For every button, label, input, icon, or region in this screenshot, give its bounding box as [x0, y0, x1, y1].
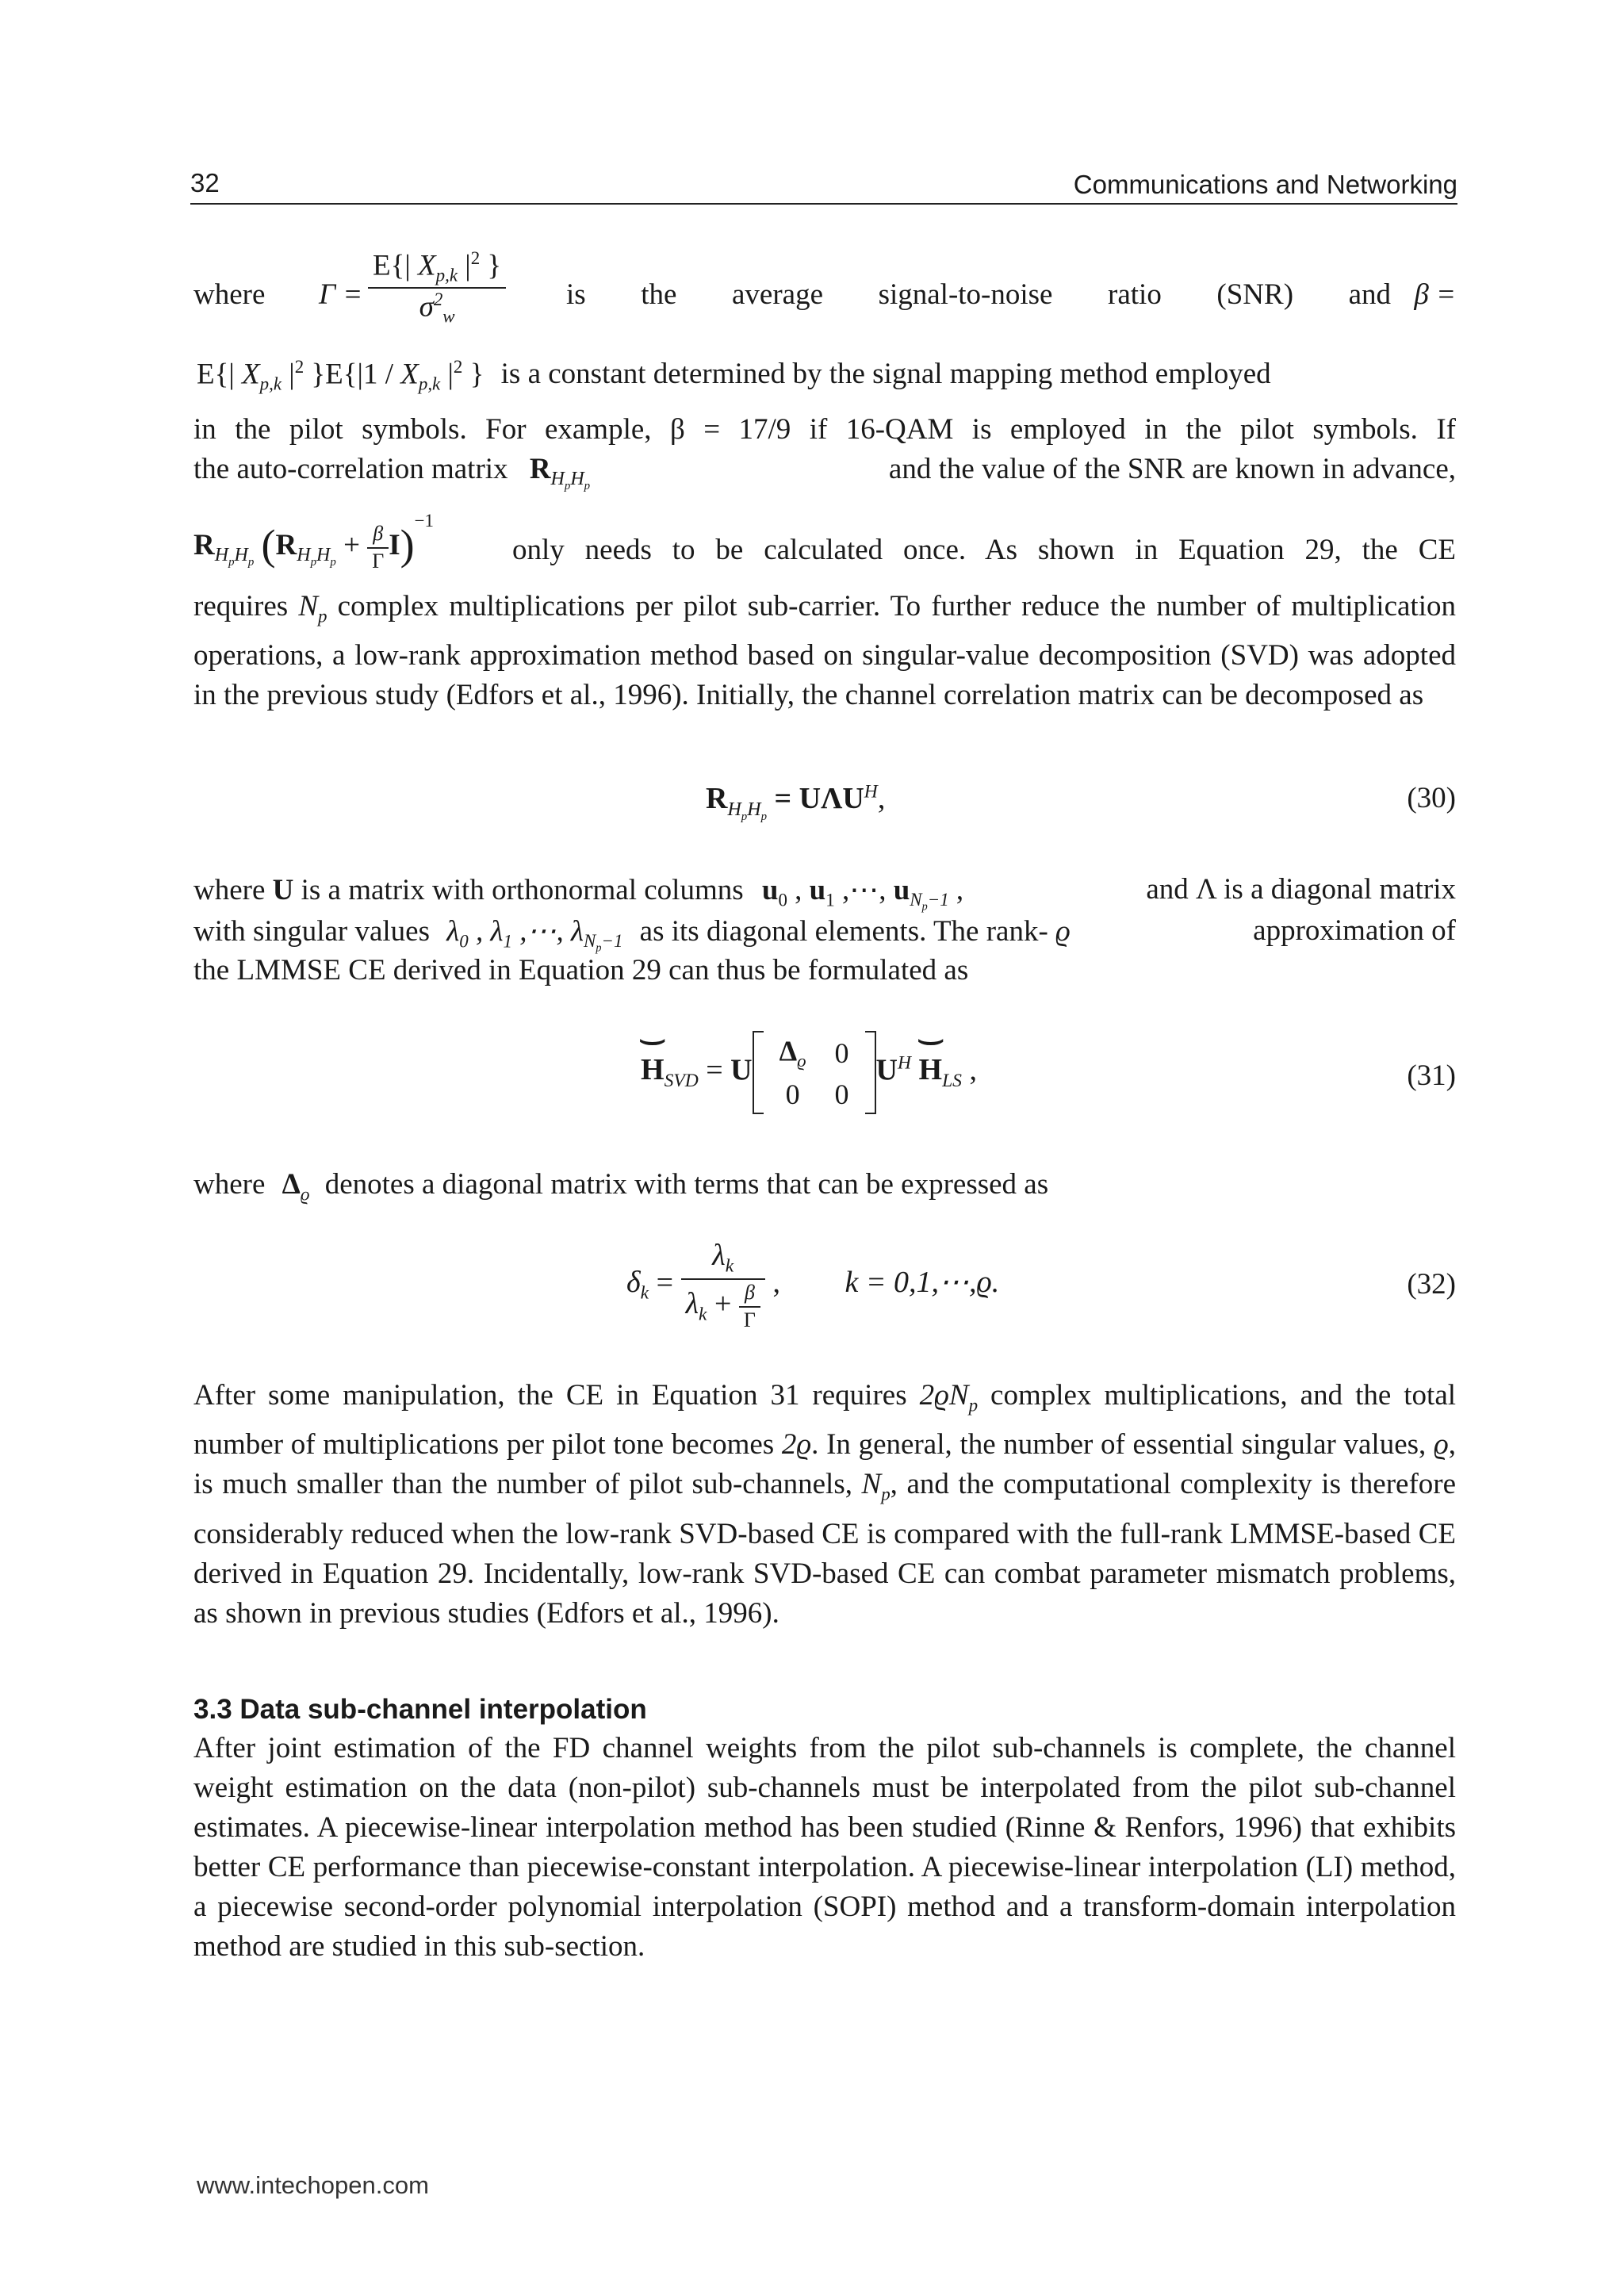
snr-fraction [368, 247, 506, 329]
inverse-formula: $R_{H_pH_p}$ ($R_{H_pH_p}$ + $\frac{\beta}{\Gamma}$ I)$^{-1}$ [193, 510, 435, 573]
para4: After some manipulation, the CE in Equation 31 requires $2ϱN_p$ complex multiplications, and the total number of multiplications per pilot tone becomes 2ϱ. In general, the number of essential singular values, ϱ, is much smaller than the number of pilot sub-channels, $N_p$, and the computational complexity is therefore considerably reduced when the low-rank SVD-based CE is compared with the full-rank LMMSE-based CE derived in Equation 29. Incidentally, low-rank SVD-based CE can combat parameter mismatch problems, as shown in previous studies (Edfors et al., 1996). [193, 1379, 1457, 1630]
beta-symbol: β = [1414, 278, 1456, 311]
snr-fraction-denominator: $\sigma^2_w$ [419, 289, 455, 328]
para2-line3: the LMMSE CE derived in Equation 29 can thus be formulated as [193, 954, 969, 987]
para3: where $\Delta_ϱ$ denotes a diagonal matrix with terms that can be expressed as [193, 1168, 1049, 1205]
page-number: 32 [190, 168, 220, 197]
para1-line3: in the pilot symbols. For example, β = 17/9 if 16-QAM is employed in the pilot symbols. If [193, 413, 1456, 446]
para2-e: as its diagonal elements. The rank- [639, 915, 1048, 948]
para1-rest-text: complex multiplications per pilot sub-carrier. To further reduce the number of multiplication operations, a low-rank approximation method based on singular-value decomposition (SVD) was adopted in the previous study (Edfors et al., 1996). Initially, the channel correlation matrix can be decomposed as [193, 590, 1456, 712]
para1-line5-text: only needs to be calculated once. As shown in Equation 29, the CE [512, 534, 1456, 566]
eq30-rhs: = UΛU [774, 782, 864, 815]
para3-a: where [193, 1168, 266, 1201]
footer-url: www.intechopen.com [197, 2171, 429, 2199]
para2-line2: with singular values $\lambda_0$ , $\lambda_1$ ,⋯, $\lambda_{N_p-1}$ as its diagonal elements. The rank- ϱ approximation of [193, 914, 1456, 955]
snr-fraction-numerator: E{| $X_{p,k}$ $|^2$ } [368, 247, 506, 289]
delta-matrix: $\Delta_ϱ$ 0 0 0 [753, 1031, 876, 1114]
section-heading: 3.3 Data sub-channel interpolation [193, 1694, 647, 1725]
para4-a: After some manipulation, the CE in Equation 31 requires [193, 1379, 907, 1412]
para2-b: is a matrix with orthonormal columns [301, 874, 744, 906]
eq30-tail: , [877, 782, 886, 815]
eq32-condition: k = 0,1,⋯,ϱ. [845, 1266, 1000, 1300]
page-header [190, 162, 1457, 205]
running-title: Communications and Networking [1073, 170, 1457, 199]
para1-line2-text: is a constant determined by the signal mapping method employed [500, 358, 1271, 391]
line4-text-b: and the value of the SNR are known in advance, [888, 453, 1456, 485]
equation-31-number: (31) [1407, 1059, 1456, 1092]
where-word: where [193, 278, 266, 311]
para4-b: complex multiplications, and the total number of multiplications per pilot tone becomes [193, 1379, 1457, 1462]
para2-line1: where U is a matrix with orthonormal columns $u_0$ , $u_1$ ,⋯, $u_{N_p-1}$ , and Λ is a diagonal matrix [193, 873, 1456, 914]
para2-d: with singular values [193, 915, 431, 948]
equation-31: ⌢ $H_{SVD} = U$ $\Delta_ϱ$ 0 0 0 $U^H$ ⌢ $H_{LS}$ , [641, 1031, 977, 1114]
para1-line4: the auto-correlation matrix $R_{H_pH_p}$ and the value of the SNR are known in advance, [193, 453, 1456, 493]
section-body: After joint estimation of the FD channel weights from the pilot sub-channels is complete, the channel weight estimation on the data (non-pilot) sub-channels must be interpolated from the pilot sub-channel estimates. A piecewise-linear interpolation method has been studied (Rinne & Renfors, 1996) that exhibits better CE performance than piecewise-constant interpolation. A piecewise-linear interpolation (LI) method, a piecewise second-order polynomial interpolation (SOPI) method and a transform-domain interpolation method are studied in this sub-section. [193, 1732, 1456, 1963]
equation-30: $R_{H_pH_p} = U\Lambda U^H$, [706, 781, 886, 823]
para1-line1 [193, 247, 1456, 335]
para1-line2: E{| $X_{p,k}$ $|^2$ }$E\{|1 / X_{p,k}$ $|^2$ } is a constant determined by the signal mapping method employed [197, 357, 1271, 394]
equation-32-number: (32) [1407, 1268, 1456, 1301]
para1-line5 [193, 508, 1456, 579]
para1-remainder: requires $N_p$ complex multiplications per pilot sub-carrier. To further reduce the number of multiplication operations, a low-rank approximation method based on singular-value decomposition (SVD) was adopted in the previous study (Edfors et al., 1996). Initially, the channel correlation matrix can be decomposed as [193, 590, 1456, 712]
equation-30-number: (30) [1407, 782, 1456, 814]
line4-text-a: the auto-correlation matrix [193, 453, 508, 485]
eq30-sup: H [864, 781, 878, 803]
para2-a: where [193, 874, 266, 906]
snr-text: is the average signal-to-noise ratio (SNR) and [566, 278, 1391, 311]
autocorr-R: R [529, 453, 551, 485]
requires-word: requires [193, 590, 289, 623]
para2-f: approximation of [1253, 914, 1456, 947]
para3-b: denotes a diagonal matrix with terms that can be expressed as [324, 1168, 1049, 1201]
equation-32: $\delta_k$ = $\lambda_k$ $\lambda_k$ + $\frac{\beta}{\Gamma}$ , k = 0,1,⋯,ϱ. [626, 1239, 1000, 1331]
para2-c: and Λ is a diagonal matrix [1146, 873, 1456, 906]
gamma-symbol: Γ = [319, 278, 363, 311]
para4-e: , and the computational complexity is therefore considerably reduced when the low-rank SVD-based CE is compared with the full-rank LMMSE-based CE derived in Equation 29. Incidentally, low-rank SVD-based CE can combat parameter mismatch problems, as shown in previous studies (Edfors et al., 1996). [193, 1468, 1457, 1630]
para4-d: , is much smaller than the number of pilot sub-channels, [193, 1428, 1456, 1501]
para4-c: . In general, the number of essential singular values, [811, 1428, 1427, 1462]
